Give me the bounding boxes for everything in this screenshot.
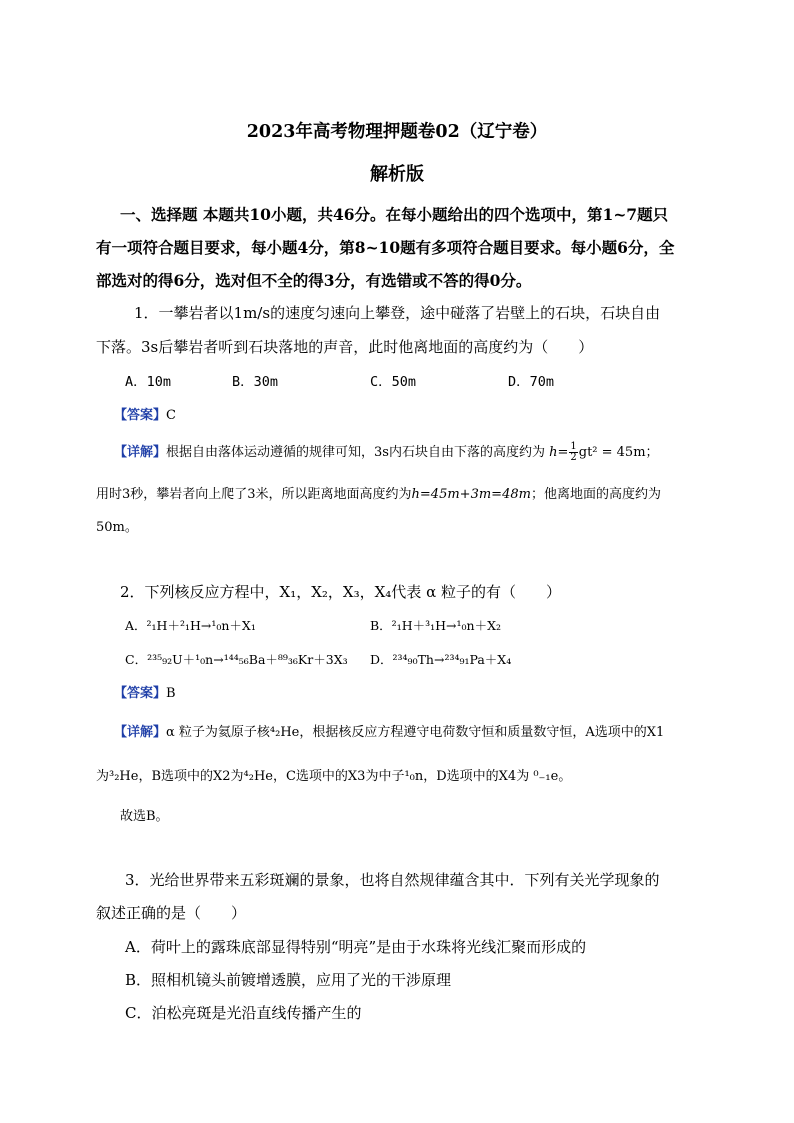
q1-option-a: A．10m <box>125 374 172 390</box>
q1-option-b: B．30m <box>232 374 279 390</box>
q2-answer <box>114 682 176 701</box>
q2-option-a: A．²₁H＋²₁H→¹₀n＋X₁ <box>125 618 256 633</box>
q2-detail-text1: α 粒子为氦原子核⁴₂He，根据核反应方程遵守电荷数守恒和质量数守恒，A选项中的X1 <box>166 725 665 740</box>
q1-option-c: C．50m <box>370 374 417 390</box>
q2-detail-line2: 为³₂He，B选项中的X2为⁴₂He，C选项中的X3为中子¹₀n，D选项中的X4为 ⁰₋₁e。 <box>96 769 572 784</box>
q2-detail-line1 <box>114 721 664 740</box>
q1-answer <box>114 404 176 423</box>
q1-detail2-formula: h=45m+3m=48m <box>411 487 531 502</box>
answer-value: C <box>166 408 176 423</box>
q2-option-d: D．²³⁴₉₀Th→²³⁴₉₁Pa＋X₄ <box>370 652 512 667</box>
q2-option-b: B．²₁H＋³₁H→¹₀n＋X₂ <box>370 618 501 633</box>
formula-lhs: h= <box>549 445 569 460</box>
fraction-numerator: 1 <box>570 441 577 452</box>
q1-detail2-text-a: 用时3秒，攀岩者向上爬了3米，所以距离地面高度约为 <box>96 487 412 502</box>
q2-detail-line3: 故选B。 <box>120 809 169 824</box>
answer-tag: 【答案】 <box>114 686 167 701</box>
q2-stem: 2．下列核反应方程中，X₁，X₂，X₃，X₄代表 α 粒子的有（ ） <box>120 583 561 601</box>
q1-stem-line1: 1．一攀岩者以1m/s的速度匀速向上攀登，途中碰落了岩壁上的石块，石块自由 <box>134 304 661 322</box>
q1-detail-line2 <box>96 483 661 502</box>
detail-tag: 【详解】 <box>114 725 167 740</box>
q3-option-a: A．荷叶上的露珠底部显得特别“明亮”是由于水珠将光线汇聚而形成的 <box>125 938 587 956</box>
section-instructions-line2: 有一项符合题目要求，每小题4分，第8~10题有多项符合题目要求。每小题6分，全 <box>96 238 675 257</box>
q1-stem-line2: 下落。3s后攀岩者听到石块落地的声音，此时他离地面的高度约为（ ） <box>96 338 594 356</box>
section-instructions-line1: 一、选择题 本题共10小题，共46分。在每小题给出的四个选项中，第1~7题只 <box>120 205 669 224</box>
q1-detail-line3: 50m。 <box>96 520 138 535</box>
formula-fraction <box>569 442 577 463</box>
q1-detail2-text-b: ；他离地面的高度约为 <box>530 487 661 502</box>
q1-detail-text: 根据自由落体运动遵循的规律可知，3s内石块自由下落的高度约为 <box>166 445 545 460</box>
q3-option-b: B．照相机镜头前镀增透膜，应用了光的干涉原理 <box>125 971 452 989</box>
answer-tag: 【答案】 <box>114 408 167 423</box>
q3-stem-line1: 3．光给世界带来五彩斑斓的景象，也将自然规律蕴含其中．下列有关光学现象的 <box>125 871 660 889</box>
page-subtitle: 解析版 <box>370 164 424 185</box>
q1-option-d: D．70m <box>508 374 555 390</box>
formula-rhs: gt² = 45m； <box>578 445 659 460</box>
q1-detail-line1 <box>114 441 659 463</box>
fraction-denominator: 2 <box>570 452 577 463</box>
q2-option-c: C．²³⁵₉₂U＋¹₀n→¹⁴⁴₅₆Ba＋⁸⁹₃₆Kr＋3X₃ <box>125 652 348 667</box>
answer-value: B <box>166 686 176 701</box>
section-instructions-line3: 部选对的得6分，选对但不全的得3分，有选错或不答的得0分。 <box>96 271 532 290</box>
q3-option-c: C．泊松亮斑是光沿直线传播产生的 <box>125 1004 362 1022</box>
q3-stem-line2: 叙述正确的是（ ） <box>96 904 247 922</box>
detail-tag: 【详解】 <box>114 445 167 460</box>
page-title: 2023年高考物理押题卷02（辽宁卷） <box>246 122 548 142</box>
